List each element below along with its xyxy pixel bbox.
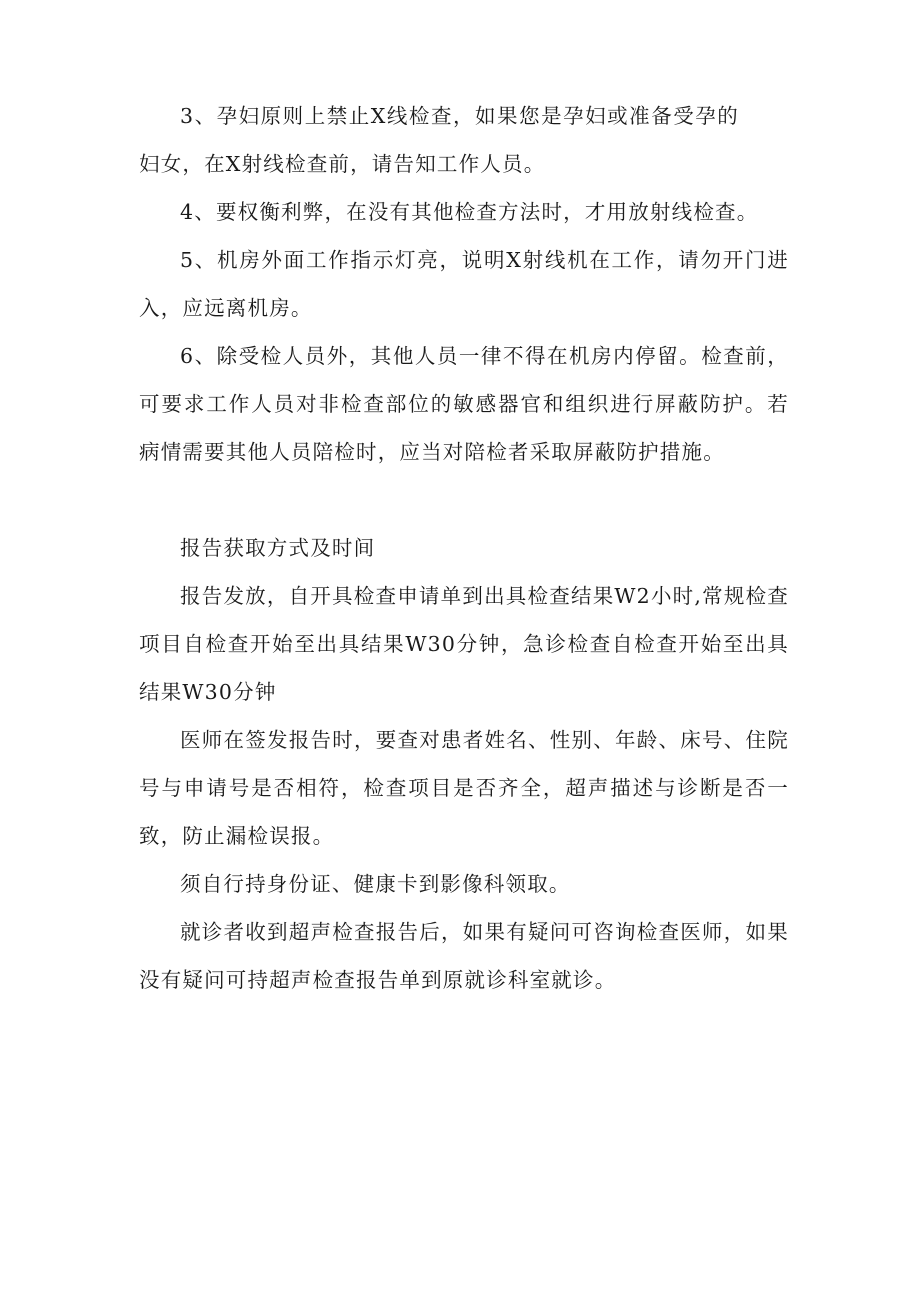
- report-paragraph-followup: 就诊者收到超声检查报告后，如果有疑问可咨询检查医师，如果没有疑问可持超声检查报告单到原就诊科室就诊。: [139, 920, 789, 992]
- section-heading: 报告获取方式及时间: [180, 536, 376, 560]
- paragraph-item-6: 6、除受检人员外，其他人员一律不得在机房内停留。检查前，可要求工作人员对非检查部位的敏感器官和组织进行屏蔽防护。若病情需要其他人员陪检时，应当对陪检者采取屏蔽防护措施。: [139, 344, 789, 464]
- report-paragraph-pickup: 须自行持身份证、健康卡到影像科领取。: [180, 872, 571, 896]
- report-paragraph-verification: 医师在签发报告时，要查对患者姓名、性别、年龄、床号、住院号与申请号是否相符，检查项目是否齐全，超声描述与诊断是否一致，防止漏检误报。: [139, 728, 789, 848]
- report-paragraph-timing: 报告发放，自开具检查申请单到出具检查结果W2小时,常规检查项目自检查开始至出具结果W30分钟，急诊检查自检查开始至出具结果W30分钟: [139, 584, 789, 704]
- paragraph-item-3: 3、孕妇原则上禁止X线检查，如果您是孕妇或准备受孕的妇女，在X射线检查前，请告知工作人员。: [139, 104, 739, 176]
- paragraph-item-4: 4、要权衡利弊，在没有其他检查方法时，才用放射线检查。: [180, 200, 759, 224]
- paragraph-item-5: 5、机房外面工作指示灯亮，说明X射线机在工作，请勿开门进入，应远离机房。: [139, 248, 789, 320]
